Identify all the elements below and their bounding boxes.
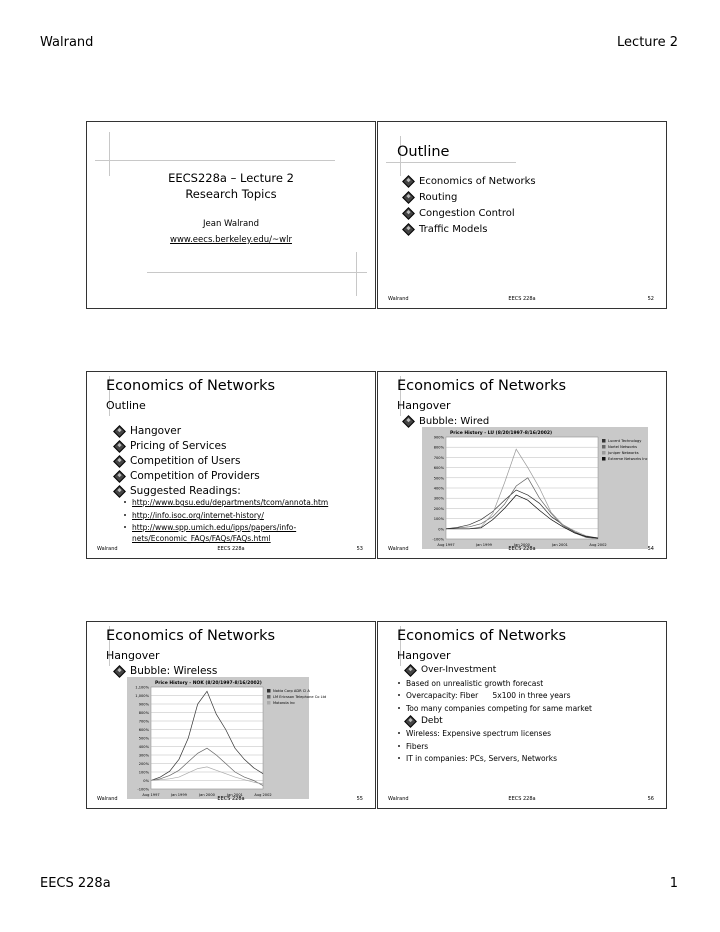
slide-55 — [86, 621, 376, 809]
bullet-item: Routing — [404, 192, 457, 203]
sub-bullet: Overcapacity: Fiber 5x100 in three years — [398, 691, 571, 700]
square-bullet-icon — [124, 514, 126, 516]
x-tick-label: Jan 2000 — [514, 543, 530, 547]
y-tick-label: 600% — [433, 466, 444, 471]
x-tick-label: Aug 1997 — [437, 543, 455, 547]
legend-swatch — [267, 701, 271, 705]
x-tick-label: Jan 2001 — [552, 543, 568, 547]
legend-label: Juniper Networks — [608, 451, 639, 456]
square-bullet-icon — [398, 694, 400, 696]
slide-footer-left: Walrand — [388, 296, 409, 302]
bullet-item: Congestion Control — [404, 208, 515, 219]
legend-label: LM Ericsson Telephone Co Ltd — [273, 695, 327, 700]
chart-title: Price History - NOK (8/20/1997-8/16/2002) — [155, 681, 262, 686]
square-bullet-icon — [124, 501, 126, 503]
decorative-line — [356, 252, 357, 296]
legend-swatch — [602, 439, 606, 443]
x-tick-label: Jan 2001 — [227, 793, 243, 797]
y-tick-label: 400% — [138, 745, 149, 749]
author-name: Jean Walrand — [203, 219, 259, 229]
y-tick-label: 300% — [433, 496, 444, 501]
legend-swatch — [267, 689, 271, 693]
decorative-line — [386, 162, 516, 163]
bullet-item: Bubble: Wireless — [115, 665, 217, 677]
y-tick-label: -100% — [137, 787, 149, 792]
price-history-chart-wired — [422, 427, 648, 549]
slide-footer-right: 54 — [647, 546, 654, 552]
diamond-bullet-icon — [113, 440, 126, 453]
page-header-right: Lecture 2 — [617, 35, 678, 50]
slide-52 — [377, 121, 667, 309]
page-footer-right: 1 — [669, 876, 678, 891]
slide-footer-center: EECS 228a — [508, 796, 536, 802]
slide-footer-right: 53 — [356, 546, 363, 552]
slide-footer-center: EECS 228a — [217, 796, 245, 802]
bullet-item: Competition of Users — [115, 455, 240, 467]
x-tick-label: Aug 1997 — [142, 793, 160, 797]
y-tick-label: 400% — [433, 486, 444, 491]
legend-swatch — [267, 695, 271, 699]
slide-51 — [86, 121, 376, 309]
page-header-left: Walrand — [40, 35, 94, 50]
diamond-bullet-icon — [402, 223, 415, 236]
decorative-line — [147, 272, 367, 273]
slide-title: Economics of Networks — [397, 628, 567, 644]
bullet-item: Hangover — [115, 425, 181, 437]
square-bullet-icon — [398, 707, 400, 709]
bullet-item: Over-Investment — [406, 665, 496, 675]
y-tick-label: 500% — [433, 476, 444, 481]
slide-footer-left: Walrand — [388, 796, 409, 802]
sub-bullet: Too many companies competing for same market — [398, 704, 592, 713]
reading-link[interactable]: http://www.bgsu.edu/departments/tcom/annota.htm — [124, 498, 328, 507]
y-tick-label: 300% — [138, 753, 149, 758]
diamond-bullet-icon — [402, 207, 415, 220]
square-bullet-icon — [124, 526, 126, 528]
sub-bullet: Fibers — [398, 742, 428, 751]
x-tick-label: Aug 2002 — [254, 793, 272, 797]
bullet-item: Economics of Networks — [404, 176, 536, 187]
diamond-bullet-icon — [113, 665, 126, 678]
y-tick-label: 700% — [138, 719, 149, 724]
x-tick-label: Jan 1999 — [171, 793, 187, 797]
diamond-bullet-icon — [402, 175, 415, 188]
square-bullet-icon — [398, 757, 400, 759]
bullet-item: Debt — [406, 716, 443, 726]
bullet-item: Suggested Readings: — [115, 485, 241, 497]
diamond-bullet-icon — [113, 470, 126, 483]
bullet-item: Bubble: Wired — [404, 416, 489, 427]
legend-label: Extreme Networks Inc — [608, 457, 648, 462]
slide-53 — [86, 371, 376, 559]
slide-subtitle: Hangover — [397, 649, 451, 662]
y-tick-label: 0% — [438, 527, 444, 532]
y-tick-label: 500% — [138, 736, 149, 741]
slide-subtitle: Hangover — [397, 399, 451, 412]
slide-title-line2: Research Topics — [185, 187, 277, 201]
y-tick-label: 900% — [138, 702, 149, 707]
legend-swatch — [602, 457, 606, 461]
slide-title: Economics of Networks — [106, 378, 276, 394]
x-tick-label: Jan 1999 — [476, 543, 492, 547]
slide-footer-right: 55 — [356, 796, 363, 802]
slide-footer-left: Walrand — [97, 546, 118, 552]
diamond-bullet-icon — [402, 191, 415, 204]
y-tick-label: 1,100% — [135, 685, 149, 690]
slide-title: Outline — [397, 144, 450, 160]
y-tick-label: -100% — [432, 537, 444, 542]
reading-link[interactable]: http://www.spp.umich.edu/ipps/papers/info- — [124, 523, 296, 532]
author-url-link[interactable]: www.eecs.berkeley.edu/~wlr — [170, 235, 292, 245]
sub-bullet: Wireless: Expensive spectrum licenses — [398, 729, 551, 738]
diamond-bullet-icon — [113, 455, 126, 468]
slide-subtitle: Hangover — [106, 649, 160, 662]
bullet-item: Traffic Models — [404, 224, 487, 235]
diamond-bullet-icon — [404, 664, 417, 677]
diamond-bullet-icon — [113, 485, 126, 498]
decorative-line — [95, 160, 335, 161]
slide-footer-right: 52 — [647, 296, 654, 302]
slide-footer-center: EECS 228a — [508, 546, 536, 552]
legend-label: Lucent Technology — [608, 439, 642, 444]
diamond-bullet-icon — [404, 715, 417, 728]
square-bullet-icon — [398, 745, 400, 747]
slide-footer-center: EECS 228a — [508, 296, 536, 302]
bullet-item: Competition of Providers — [115, 470, 260, 482]
y-tick-label: 100% — [138, 770, 149, 775]
slide-footer-right: 56 — [647, 796, 654, 802]
y-tick-label: 600% — [138, 728, 149, 732]
diamond-bullet-icon — [402, 415, 415, 428]
slide-footer-center: EECS 228a — [217, 546, 245, 552]
slide-54 — [377, 371, 667, 559]
x-tick-label: Aug 2002 — [589, 543, 607, 547]
y-tick-label: 100% — [433, 517, 444, 522]
legend-swatch — [602, 445, 606, 449]
y-tick-label: 800% — [138, 711, 149, 715]
legend-label: Nokia Corp ADR Cl A — [273, 689, 310, 694]
sub-bullet: Based on unrealistic growth forecast — [398, 679, 543, 688]
reading-link[interactable]: http://info.isoc.org/internet-history/ — [124, 511, 264, 520]
slide-subtitle: Outline — [106, 399, 146, 412]
reading-link-continued[interactable]: nets/Economic_FAQs/FAQs/FAQs.html — [132, 534, 271, 543]
slide-title: Economics of Networks — [106, 628, 276, 644]
legend-label: Motorola Inc — [273, 701, 296, 706]
y-tick-label: 200% — [433, 506, 444, 511]
x-tick-label: Jan 2000 — [199, 793, 215, 797]
y-tick-label: 0% — [143, 779, 149, 783]
bullet-item: Pricing of Services — [115, 440, 226, 452]
slide-footer-left: Walrand — [388, 546, 409, 552]
slide-footer-left: Walrand — [97, 796, 118, 802]
square-bullet-icon — [398, 682, 400, 684]
page-footer-left: EECS 228a — [40, 876, 111, 891]
y-tick-label: 200% — [138, 762, 149, 766]
y-tick-label: 1,000% — [135, 694, 149, 698]
legend-label: Nortel Networks — [608, 445, 638, 450]
slide-56 — [377, 621, 667, 809]
y-tick-label: 800% — [433, 445, 444, 450]
slide-title-line1: EECS228a – Lecture 2 — [168, 171, 294, 185]
slide-title: Economics of Networks — [397, 378, 567, 394]
price-history-chart-wireless — [127, 677, 327, 799]
square-bullet-icon — [398, 732, 400, 734]
chart-title: Price History - LU (8/20/1997-8/16/2002) — [450, 431, 553, 436]
sub-bullet: IT in companies: PCs, Servers, Networks — [398, 754, 557, 763]
y-tick-label: 700% — [433, 455, 444, 460]
legend-swatch — [602, 451, 606, 455]
diamond-bullet-icon — [113, 425, 126, 438]
y-tick-label: 900% — [433, 435, 444, 440]
